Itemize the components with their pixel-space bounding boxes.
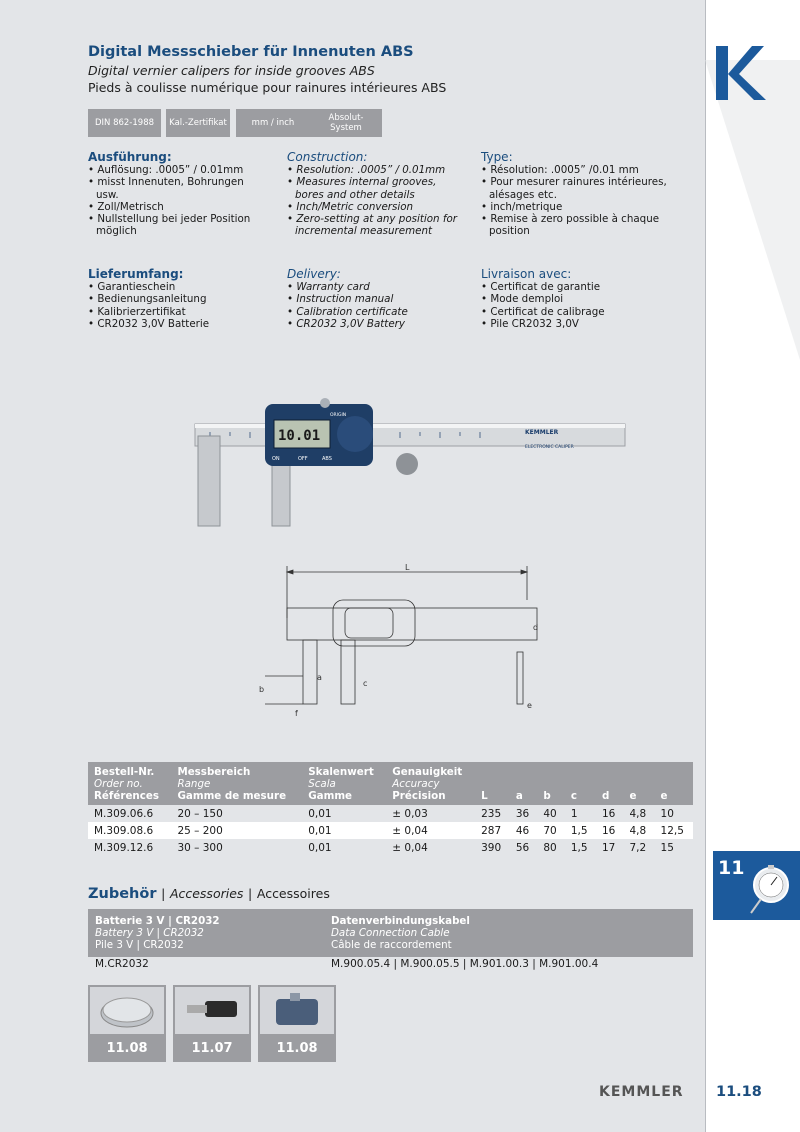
features-de (88, 151, 268, 237)
accessory-thumb-battery[interactable] (88, 985, 166, 1062)
col-L: L (475, 790, 510, 805)
features-de-title: Ausführung: (88, 150, 172, 164)
display-reading: 10.01 (278, 428, 321, 444)
feature-item: • misst Innenuten, Bohrungen usw. (88, 176, 244, 201)
features-fr-title: Type: (481, 150, 513, 164)
table-header-row-de (88, 762, 693, 778)
delivery-item: • Certificat de calibrage (481, 305, 605, 318)
feature-item: • Pour mesurer rainures intérieures, alésages etc. (481, 176, 667, 201)
delivery-item: • Pile CR2032 3,0V (481, 317, 579, 330)
col-accuracy-de: Genauigkeit (386, 762, 475, 778)
feature-item: • Remise à zero possible à chaque position (481, 213, 660, 238)
table-row: M.309.08.6 25 – 200 0,01 ± 0,04 287 46 70 1,5 16 4,8 12,5 (88, 822, 693, 839)
delivery-de-title: Lieferumfang: (88, 267, 184, 281)
features-fr (481, 151, 701, 237)
on-label: ON (272, 456, 280, 462)
adapter-image (260, 987, 334, 1034)
dim-L: L (405, 563, 410, 572)
dim-c: c (363, 679, 368, 688)
feature-item: • Inch/Metric conversion (287, 200, 414, 213)
col-order-en: Order no. (88, 778, 171, 790)
accessory-battery-code: M.CR2032 (95, 958, 149, 970)
feature-item: • Resolution: .0005” / 0.01mm (287, 164, 446, 177)
col-scale-de: Skalenwert (302, 762, 386, 778)
badge-absolute: Absolut- System (310, 109, 382, 137)
dim-a: a (317, 673, 322, 682)
col-scale-en: Scala (302, 778, 386, 790)
delivery-item: • CR2032 3,0V Battery (287, 317, 405, 330)
accessories-title: Zubehör | Accessories | Accessoires (88, 886, 330, 902)
thumb-ref: 11.07 (191, 1041, 233, 1056)
usb-cable-icon (175, 987, 249, 1034)
dim-e: e (527, 701, 532, 710)
delivery-item: • Warranty card (287, 281, 370, 294)
col-order-fr: Références (88, 790, 171, 805)
col-scale-fr: Gamme (302, 790, 386, 805)
caliper-photo (190, 396, 635, 532)
badge-units: mm / inch (236, 109, 310, 137)
title-en: Digital vernier calipers for inside grooves ABS (88, 63, 375, 78)
accessory-cable-codes: M.900.05.4 | M.900.05.5 | M.901.00.3 | M.901.00.4 (331, 958, 599, 970)
feature-item: • Nullstellung bei jeder Position möglich (88, 213, 251, 238)
accessory-thumb-adapter[interactable] (258, 985, 336, 1062)
battery-icon (90, 987, 164, 1034)
col-range-fr: Gamme de mesure (171, 790, 302, 805)
table-row: M.309.12.6 30 – 300 0,01 ± 0,04 390 56 80 1,5 17 7,2 15 (94, 841, 674, 854)
delivery-fr (481, 268, 701, 330)
delivery-item: • Garantieschein (88, 281, 176, 294)
accessories-header (88, 909, 693, 957)
dim-f: f (295, 709, 298, 718)
delivery-item: • Bedienungsanleitung (88, 293, 207, 306)
feature-item: • Résolution: .0005” /0.01 mm (481, 164, 639, 177)
battery-image (90, 987, 164, 1034)
col-d: d (596, 790, 624, 805)
origin-label: ORIGIN (330, 413, 347, 418)
delivery-item: • Kalibrierzertifikat (88, 305, 186, 318)
table-header-row-en (88, 778, 693, 790)
col-accuracy-en: Accuracy (386, 778, 475, 790)
feature-item: • Measures internal grooves, bores and other details (287, 176, 437, 201)
title-de: Digital Messschieber für Innenuten ABS (88, 44, 414, 60)
caliper-label: ELECTRONIC CALIPER (525, 445, 574, 450)
delivery-item: • Instruction manual (287, 293, 394, 306)
col-accuracy-fr: Précision (386, 790, 475, 805)
cable-image (175, 987, 249, 1034)
col-range-en: Range (171, 778, 302, 790)
accessory-battery-header: Batterie 3 V | CR2032 Battery 3 V | CR2032 Pile 3 V | CR2032 (95, 915, 220, 951)
feature-item: • inch/metrique (481, 200, 563, 213)
delivery-en-title: Delivery: (287, 267, 341, 281)
feature-item: • Auflösung: .0005” / 0.01mm (88, 164, 244, 177)
delivery-en (287, 268, 467, 330)
delivery-item: • Calibration certificate (287, 305, 408, 318)
page-number: 11.18 (716, 1084, 762, 1100)
accessory-thumb-cable[interactable] (173, 985, 251, 1062)
off-label: OFF (298, 456, 308, 462)
section-tab[interactable] (713, 851, 800, 920)
footer-brand: KEMMLER (599, 1084, 684, 1100)
col-e1: e (623, 790, 654, 805)
specifications-table (88, 762, 693, 856)
col-a: a (510, 790, 538, 805)
kemmler-logo-icon (712, 44, 768, 104)
col-c: c (565, 790, 596, 805)
diagonal-decoration (705, 60, 800, 360)
table-row: M.309.06.6 20 – 150 0,01 ± 0,03 235 36 40 1 16 4,8 10 (94, 807, 674, 820)
thumb-ref: 11.08 (276, 1041, 318, 1056)
features-en-title: Construction: (287, 150, 368, 164)
col-range-de: Messbereich (171, 762, 302, 778)
delivery-item: • Certificat de garantie (481, 281, 601, 294)
feature-item: • Zero-setting at any position for incremental measurement (287, 213, 458, 238)
badge-din: DIN 862-1988 (88, 109, 161, 137)
dial-gauge-icon (743, 863, 795, 915)
delivery-item: • CR2032 3,0V Batterie (88, 317, 210, 330)
table-header-row-fr (88, 790, 693, 805)
col-b: b (537, 790, 565, 805)
accessory-cable-header: Datenverbindungskabel Data Connection Cable Câble de raccordement (331, 915, 470, 951)
feature-item: • Zoll/Metrisch (88, 200, 164, 213)
title-fr: Pieds à coulisse numérique pour rainures intérieures ABS (88, 80, 447, 95)
features-en (287, 151, 467, 237)
badge-calibration: Kal.-Zertifikat (166, 109, 230, 137)
abs-label: ABS (322, 456, 332, 462)
delivery-fr-title: Livraison avec: (481, 267, 572, 281)
delivery-item: • Mode demploi (481, 293, 564, 306)
dim-b: b (259, 685, 265, 694)
dim-d: d (533, 623, 539, 632)
delivery-de (88, 268, 268, 330)
adapter-icon (260, 987, 334, 1034)
col-order-de: Bestell-Nr. (88, 762, 171, 778)
section-number: 11 (718, 857, 745, 879)
thumb-ref: 11.08 (106, 1041, 148, 1056)
brand-label: KEMMLER (525, 429, 559, 436)
technical-drawing (245, 560, 545, 720)
col-e2: e (655, 790, 693, 805)
